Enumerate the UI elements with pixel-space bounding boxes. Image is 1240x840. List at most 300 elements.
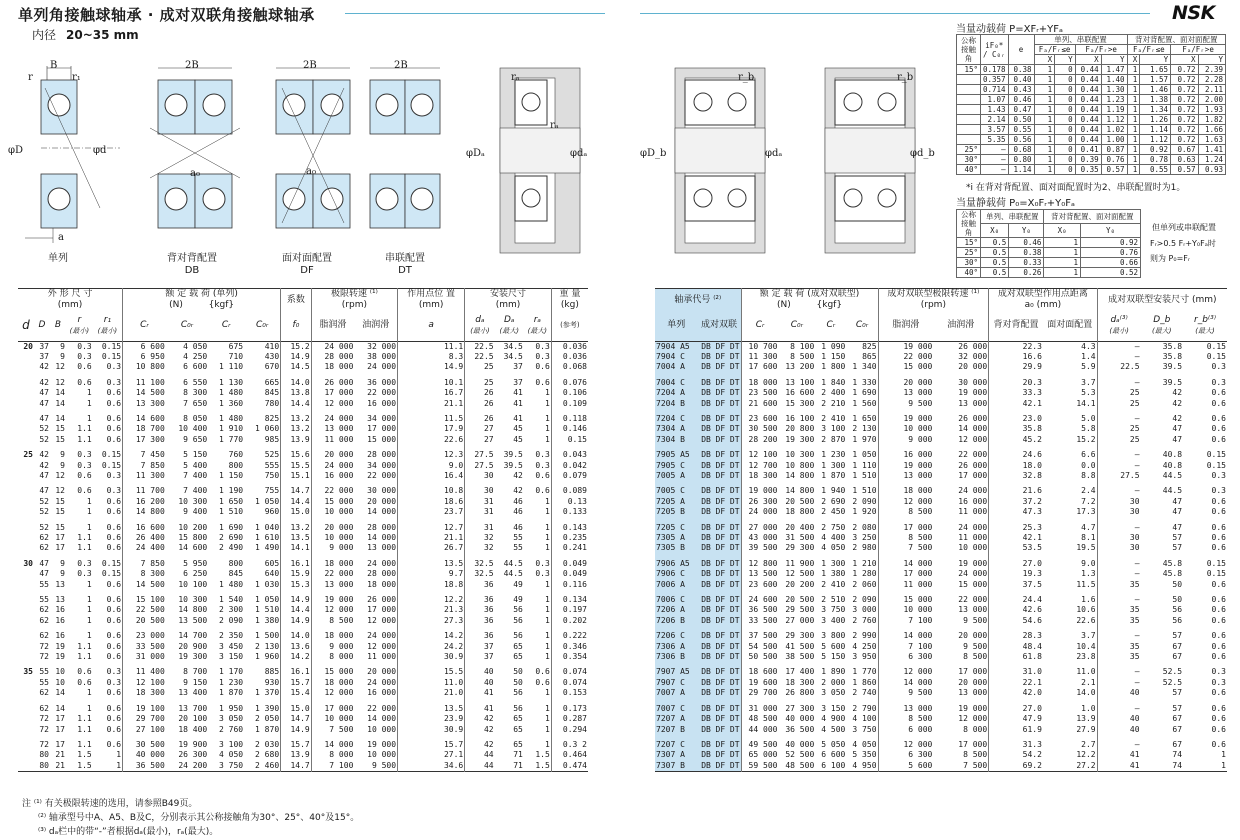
table-cell: 12 (55, 377, 65, 387)
table-cell: 6.6 (1081, 450, 1096, 460)
table-cell: 27 (465, 424, 495, 434)
table-cell: 22 500 (123, 605, 166, 615)
table-cell: 0.6 (106, 543, 122, 553)
table-cell: 16 (55, 615, 65, 625)
table-cell: DF (712, 362, 726, 372)
table-row (18, 642, 588, 652)
load-cell: 40° (957, 268, 981, 278)
table-cell: 7004 A (655, 362, 698, 372)
table-cell: 19.3 (989, 569, 1043, 579)
table-cell: 0.6 (1211, 434, 1226, 444)
table-cell: 36 500 (785, 724, 815, 734)
label-rb-2: r_b (897, 72, 914, 83)
table-cell: 22.5 (1097, 362, 1140, 372)
table-cell: 50 (513, 667, 523, 677)
table-cell: 10 000 (878, 605, 933, 615)
table-cell: 25.3 (989, 518, 1043, 533)
table-row (18, 626, 588, 641)
table-cell: 45.8 (1162, 569, 1183, 579)
table-cell (18, 471, 34, 481)
table-cell: 7 100 (878, 642, 933, 652)
table-row (655, 424, 1227, 434)
table-cell: DB (698, 626, 712, 641)
table-cell: 1 800 (821, 362, 846, 372)
table-cell (18, 424, 34, 434)
table-cell: 20 100 (178, 714, 208, 724)
table-cell: 1 360 (219, 398, 244, 408)
load-cell: 0.80 (1008, 155, 1034, 165)
table-cell: 12 000 (311, 399, 354, 409)
table-cell: 28 000 (367, 450, 397, 460)
load-cell: 1 (1034, 125, 1055, 135)
table-cell: 14 700 (178, 631, 208, 641)
table-cell: 0.15 (1206, 351, 1226, 361)
table-cell: 74 (1172, 750, 1183, 760)
table-cell: DF (712, 678, 726, 688)
table-cell: DB (698, 471, 712, 481)
footnote-1: 注 ⁽¹⁾ 有关极限转速的选用，请参照B49页。 (22, 799, 198, 809)
table-cell: 10 400 (178, 424, 208, 434)
table-cell: 10 000 (958, 543, 988, 553)
table-cell: 7206 A (655, 605, 698, 615)
load-cell: 0.68 (1008, 145, 1034, 155)
table-cell: 20 000 (367, 667, 397, 677)
table-cell: DF (712, 435, 726, 445)
table-cell: 13 000 (958, 398, 988, 408)
table-cell: 47 (39, 470, 49, 480)
table-cell: 0.049 (551, 569, 588, 579)
table-cell: 0.3 (1211, 470, 1226, 480)
table-cell: 16 000 (878, 445, 933, 460)
table-cell: 7306 B (655, 652, 698, 662)
table-cell: 0.3 (1211, 377, 1226, 387)
table-cell: 30 000 (958, 377, 988, 387)
table-cell: DB (698, 761, 712, 772)
table-cell: 19 (55, 652, 65, 662)
load-cell: 0 (1055, 165, 1076, 175)
table-cell: 8 300 (123, 569, 166, 579)
table-cell: 0.6 (1211, 398, 1226, 408)
table-cell: 42 (39, 460, 49, 470)
table-cell: 6 600 (123, 341, 166, 352)
table-cell: DT (726, 662, 741, 677)
table-cell: 0.3 (106, 362, 122, 372)
table-cell: 1 870 (821, 470, 846, 480)
table-cell: 0.6 (535, 362, 550, 372)
table-cell: 55 (513, 533, 523, 542)
table-cell: 0.6 (106, 388, 122, 398)
table-cell: 14 (55, 703, 65, 713)
table-cell: 1 510 (255, 605, 280, 615)
table-cell: DB (698, 569, 712, 579)
table-cell: 1 910 (219, 424, 244, 434)
table-cell: 2 460 (255, 760, 280, 770)
table-cell (18, 461, 34, 471)
table-cell: 7 500 (878, 543, 933, 553)
table-cell: 1 (544, 615, 550, 625)
table-cell: 52.5 (1162, 677, 1183, 687)
table-cell: 0.076 (551, 373, 588, 388)
table-cell: 1 480 (219, 388, 244, 398)
table-cell: 52.5 (1162, 667, 1183, 677)
table-cell: 4 900 (821, 714, 846, 724)
table-cell: 7004 C (655, 373, 698, 388)
table-cell: 7207 B (655, 725, 698, 735)
table-cell: 665 (264, 377, 280, 387)
label-da-right: φdₐ (765, 148, 783, 159)
load-row (957, 85, 1226, 95)
table-cell: 0.197 (551, 605, 588, 615)
table-cell: 17 000 (878, 518, 933, 533)
table-row (655, 435, 1227, 445)
table-cell: 22 000 (367, 470, 397, 480)
table-cell: 12 100 (123, 678, 166, 688)
load-row (957, 135, 1226, 145)
table-cell: 65 (513, 652, 523, 662)
dynamic-load-title: 当量动载荷 P=XFᵣ+YFₐ (956, 24, 1063, 35)
static-note-1: 但单列或串联配置 (1152, 223, 1216, 232)
table-row (655, 507, 1227, 517)
table-cell: DT (726, 642, 741, 652)
table-cell: 24 000 (741, 507, 778, 517)
table-cell: 10 200 (178, 522, 208, 532)
table-cell: 44.5 (1162, 470, 1183, 480)
table-cell: 46 (513, 507, 523, 517)
load-cell: 0.178 (981, 65, 1009, 75)
table-cell: 675 (228, 341, 244, 351)
table-cell: 2 410 (821, 413, 846, 423)
caption-dt: 串联配置 DT (385, 253, 425, 276)
table-cell: 19 600 (741, 678, 778, 688)
load-cell: 0 (1055, 115, 1076, 125)
table-cell: 2 510 (821, 595, 846, 605)
table-cell: 26 000 (367, 595, 397, 605)
table-cell: 0.153 (551, 688, 588, 698)
table-cell: 8 500 (963, 652, 988, 662)
table-cell: 27.5 (465, 445, 495, 460)
table-cell: DF (712, 554, 726, 569)
table-cell: 1.0 (1081, 703, 1096, 713)
table-cell: 35.8 (1162, 341, 1183, 351)
load-cell: 2.11 (1198, 85, 1226, 95)
table-cell: 15 100 (123, 590, 166, 605)
table-cell: 0.3 (106, 470, 122, 480)
table-cell: 1 650 (852, 413, 877, 423)
table-cell: 14.9 (398, 362, 465, 372)
load-cell: 0.46 (1009, 238, 1044, 248)
table-cell: 16 600 (785, 388, 815, 398)
load-cell: 1.57 (1140, 75, 1171, 85)
table-cell: 640 (264, 569, 280, 579)
table-cell: 16.4 (398, 471, 465, 481)
table-cell: 9.0 (1081, 558, 1096, 568)
load-cell: 0.38 (1008, 65, 1034, 75)
table-cell: 10.1 (398, 373, 465, 388)
df-diagram (262, 58, 372, 278)
load-cell (957, 135, 981, 145)
table-cell: 11.0 (1076, 667, 1096, 677)
load-cell: 1.12 (1101, 115, 1127, 125)
table-cell: 865 (862, 351, 877, 361)
table-cell: 19 100 (123, 699, 166, 714)
table-cell: 2.4 (1081, 486, 1096, 496)
table-cell: DT (726, 388, 741, 398)
table-cell: 1 560 (852, 398, 877, 408)
table-cell: 9 650 (183, 434, 208, 444)
table-cell: 26 800 (785, 688, 815, 698)
table-cell: 3 800 (821, 631, 846, 641)
table-cell: 47 (39, 398, 49, 408)
load-cell: 1.23 (1101, 95, 1127, 105)
table-cell: 16 000 (958, 496, 988, 506)
table-row (18, 699, 588, 714)
table-cell: 800 (228, 460, 244, 470)
load-cell: 1 (1034, 105, 1055, 115)
table-cell: DB (698, 714, 712, 724)
table-cell: 7 500 (311, 725, 354, 735)
table-cell: 12 100 (741, 445, 778, 460)
table-cell: 23 500 (741, 388, 778, 398)
table-cell: 14 (55, 688, 65, 698)
table-cell: 1.5 (77, 760, 92, 770)
table-cell: 12.7 (398, 518, 465, 533)
table-cell: 15.7 (398, 735, 465, 750)
table-cell: DB (698, 580, 712, 590)
table-cell: 32 000 (958, 351, 988, 361)
table-row (18, 554, 588, 569)
table-cell: — (1097, 373, 1140, 388)
table-cell: 9 500 (371, 760, 397, 770)
table-cell: 65 (513, 641, 523, 651)
table-cell: 0.6 (1211, 641, 1226, 651)
table-cell: 41 500 (785, 641, 815, 651)
table-cell: 10 800 (123, 362, 166, 372)
load-cell: 1.19 (1101, 105, 1127, 115)
table-cell: 4 500 (821, 724, 846, 734)
load-cell: 0.26 (1009, 268, 1044, 278)
table-cell: 3 950 (852, 652, 877, 662)
table-cell: DT (726, 373, 741, 388)
table-cell: 21 (55, 750, 65, 760)
table-cell: 72 (39, 739, 49, 749)
table-cell: 1 (544, 424, 550, 434)
table-cell: 0.6 (77, 470, 92, 480)
table-cell: 0.3 (106, 377, 122, 387)
table-cell: 0.6 (1211, 605, 1226, 615)
load-cell: 1 (1044, 268, 1081, 278)
table-row (18, 481, 588, 496)
table-cell: 1 510 (852, 486, 877, 496)
table-cell: DT (726, 735, 741, 750)
table-cell: 8 500 (878, 714, 933, 724)
table-row (655, 373, 1227, 388)
table-cell: 14.1 (1076, 398, 1096, 408)
table-cell: 0.116 (551, 580, 588, 590)
table-cell: 1 (86, 631, 92, 641)
table-cell: 26 (465, 409, 495, 424)
table-cell: 17 (55, 533, 65, 542)
table-cell: 34.6 (398, 761, 465, 772)
table-cell: 4 100 (852, 714, 877, 724)
table-cell: DB (698, 543, 712, 553)
table-cell (18, 362, 34, 372)
load-cell: 0.63 (1171, 155, 1198, 165)
table-row (655, 409, 1227, 424)
table-cell: 65 (513, 724, 523, 734)
table-cell: 80 (39, 760, 49, 770)
table-cell: 0.3 (535, 351, 550, 361)
load-cell: 15° (957, 238, 981, 248)
label-r1: r₁ (72, 72, 81, 83)
table-cell: 11 000 (311, 435, 354, 445)
table-cell: 25 (465, 362, 495, 372)
table-cell: 23 600 (741, 409, 778, 424)
label-db-right: φd_b (910, 148, 935, 159)
table-cell (18, 605, 34, 615)
table-cell: 40 (465, 678, 495, 688)
table-cell: 48 500 (785, 760, 815, 770)
table-cell: 19.5 (1076, 543, 1096, 553)
table-cell: 36 (465, 616, 495, 626)
table-cell: 0.15 (101, 558, 122, 568)
table-cell: 18 800 (785, 507, 815, 517)
load-row (957, 165, 1226, 175)
table-cell: 40 000 (785, 714, 815, 724)
table-cell: 37.5 (989, 580, 1043, 590)
load-row (957, 248, 1141, 258)
table-cell: 0.042 (551, 461, 588, 471)
table-cell: 65 000 (741, 750, 778, 760)
table-cell: 1 (86, 388, 92, 398)
table-cell: 32 (465, 543, 495, 553)
table-cell: 6 250 (183, 569, 208, 579)
table-cell: 33 500 (123, 642, 166, 652)
table-cell: DB (698, 605, 712, 615)
table-cell: 24 000 (311, 341, 354, 352)
table-cell: 48.4 (989, 642, 1043, 652)
table-cell: 4 050 (852, 739, 877, 749)
table-cell: 67 (1172, 714, 1183, 724)
table-cell: 14.4 (281, 605, 312, 615)
table-cell: 1 610 (255, 533, 280, 542)
table-cell: 1 (544, 496, 550, 506)
table-cell: 52 (39, 507, 49, 517)
table-cell: 8 500 (790, 351, 815, 361)
table-cell: 42 (465, 735, 495, 750)
table-cell: 7307 B (655, 761, 698, 772)
table-cell: 2 050 (255, 714, 280, 724)
table-cell: 1 230 (821, 450, 846, 460)
table-cell: 15 000 (878, 362, 933, 372)
table-cell: 18 300 (123, 688, 166, 698)
table-cell: 7 450 (123, 445, 166, 460)
table-cell: 47.3 (989, 507, 1043, 517)
table-cell: 42 (39, 362, 49, 372)
table-cell: 15 300 (785, 398, 815, 408)
table-cell: 17 000 (367, 605, 397, 615)
table-cell: 1 490 (255, 543, 280, 553)
table-row (18, 399, 588, 409)
table-cell: 2 980 (852, 543, 877, 553)
table-cell: 1 540 (219, 595, 244, 605)
table-cell: 47 (39, 413, 49, 423)
table-cell: 30 (1097, 497, 1140, 507)
table-cell: DB (698, 409, 712, 424)
table-cell (18, 761, 34, 772)
table-cell: 59 500 (741, 761, 778, 772)
table-cell: 1 (1221, 750, 1226, 760)
table-cell: 3 400 (821, 615, 846, 625)
table-cell: DT (726, 435, 741, 445)
table-cell: 7305 A (655, 533, 698, 543)
table-cell: DT (726, 543, 741, 553)
table-cell: 2 090 (852, 496, 877, 506)
table-cell: 7204 B (655, 399, 698, 409)
table-cell: 11 100 (123, 373, 166, 388)
load-cell: 0.55 (1140, 165, 1171, 175)
table-cell (18, 543, 34, 553)
table-cell: 18 000 (367, 579, 397, 589)
table-row (655, 699, 1227, 714)
table-cell: 1 (86, 703, 92, 713)
table-cell: DB (698, 507, 712, 517)
table-cell: 40 000 (123, 750, 166, 760)
table-cell: 1 (544, 703, 550, 713)
table-cell: 20 900 (178, 641, 208, 651)
load-cell: 0 (1055, 95, 1076, 105)
table-cell: 25 (23, 450, 33, 460)
table-cell: 35 (1097, 652, 1140, 662)
load-cell: 0.44 (1075, 65, 1101, 75)
table-cell: DF (712, 471, 726, 481)
load-cell: 1.14 (1140, 125, 1171, 135)
table-cell: 0.3 (106, 677, 122, 687)
table-cell: 0.6 (1211, 579, 1226, 589)
table-cell: 35 (23, 667, 33, 677)
table-cell: 21.1 (398, 399, 465, 409)
table-cell: 30.9 (398, 725, 465, 735)
table-cell: 22.5 (465, 341, 495, 352)
table-cell: 4.3 (1081, 341, 1096, 351)
load-cell: 0.52 (1080, 268, 1140, 278)
table-cell: 69.2 (989, 761, 1043, 772)
table-cell: 48 500 (741, 714, 778, 724)
table-cell: 5 150 (821, 652, 846, 662)
table-cell: 10 000 (878, 424, 933, 434)
table-cell: 41 (513, 398, 523, 408)
table-cell: 2 410 (821, 579, 846, 589)
load-cell: 1.66 (1198, 125, 1226, 135)
table-cell: DB (698, 699, 712, 714)
table-cell: 10.8 (398, 481, 465, 496)
table-cell: 525 (264, 450, 280, 460)
table-cell: 17 000 (311, 699, 354, 714)
table-cell: 26 (465, 388, 495, 398)
load-cell: 0 (1055, 85, 1076, 95)
table-cell: 47 (39, 569, 49, 579)
table-cell: DF (712, 461, 726, 471)
table-cell: 10 300 (178, 595, 208, 605)
load-cell: 1.46 (1140, 85, 1171, 95)
table-cell: 40.8 (1162, 460, 1183, 470)
load-row (957, 268, 1141, 278)
label-ra2: rₐ (550, 120, 559, 131)
table-cell: 22 000 (367, 703, 397, 713)
table-row (18, 497, 588, 507)
table-row (655, 678, 1227, 688)
load-cell (957, 105, 981, 115)
table-cell: 0.036 (551, 352, 588, 362)
